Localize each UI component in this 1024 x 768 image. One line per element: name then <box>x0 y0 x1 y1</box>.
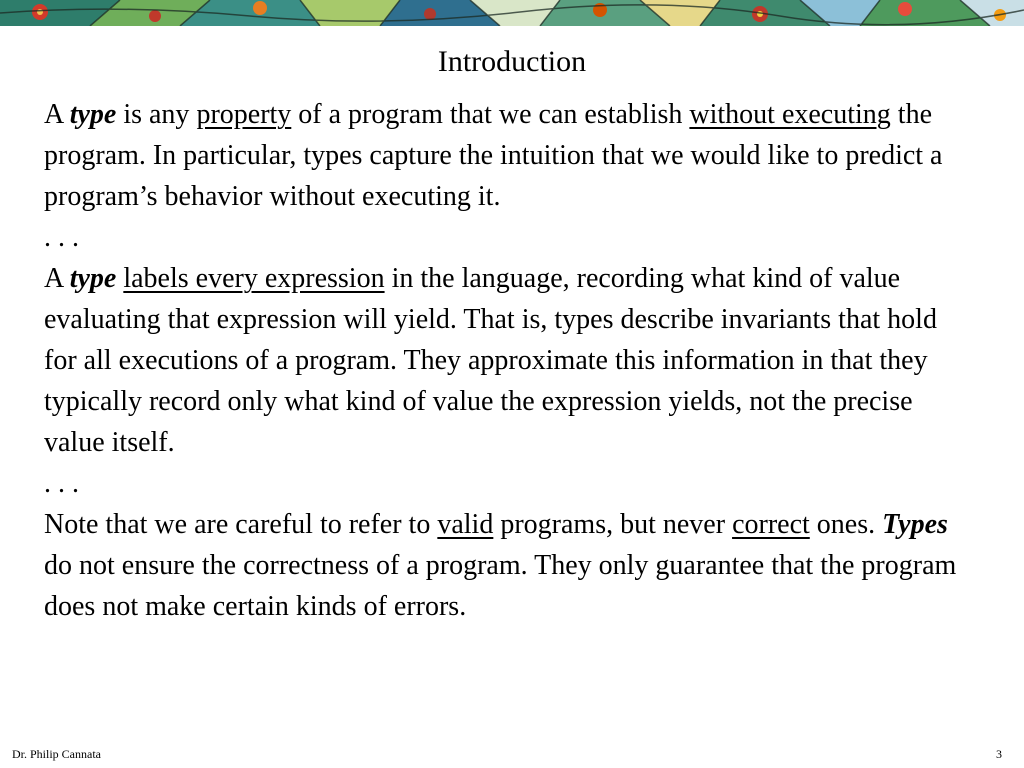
emphasis-types: Types <box>882 509 948 540</box>
page-number: 3 <box>996 747 1002 761</box>
stained-glass-banner <box>0 0 1024 26</box>
text-run: A <box>44 99 70 130</box>
paragraph-valid-correct <box>44 504 974 627</box>
text-run: of a program that we can establish <box>291 99 690 130</box>
underlined-labels-every-expression: labels every expression <box>123 263 385 294</box>
slide-title: Introduction <box>437 45 587 78</box>
underlined-valid: valid <box>437 509 494 540</box>
underlined-property: property <box>196 99 292 130</box>
text-run: Note that we are careful to refer to <box>44 509 438 540</box>
emphasis-type: type <box>69 263 117 294</box>
ellipsis: . . . <box>44 468 79 499</box>
slide-body <box>44 94 974 627</box>
text-run: ones. <box>809 509 883 540</box>
text-run: in the language, recording what kind of value evaluating that expression will yield. That is, types describe invariants that hold for all executions of a program. They approximate this information in that they typically record only what kind of value the expression yields, not the precise value itself. <box>44 263 937 458</box>
paragraph-type-definition <box>44 94 974 217</box>
text-run: the program. In particular, types capture the intuition that we would like to predict a program’s behavior without executing it. <box>44 99 943 212</box>
underlined-correct: correct <box>732 509 810 540</box>
ellipsis: . . . <box>44 222 79 253</box>
emphasis-type: type <box>69 99 117 130</box>
paragraph-type-labels <box>44 258 974 463</box>
text-run: A <box>44 263 70 294</box>
text-run: is any <box>116 99 197 130</box>
footer-author: Dr. Philip Cannata <box>12 747 101 761</box>
text-run: do not ensure the correctness of a program. They only guarantee that the program does not make certain kinds of errors. <box>44 550 957 622</box>
underlined-without-executing: without executing <box>689 99 891 130</box>
text-run: programs, but never <box>493 509 733 540</box>
